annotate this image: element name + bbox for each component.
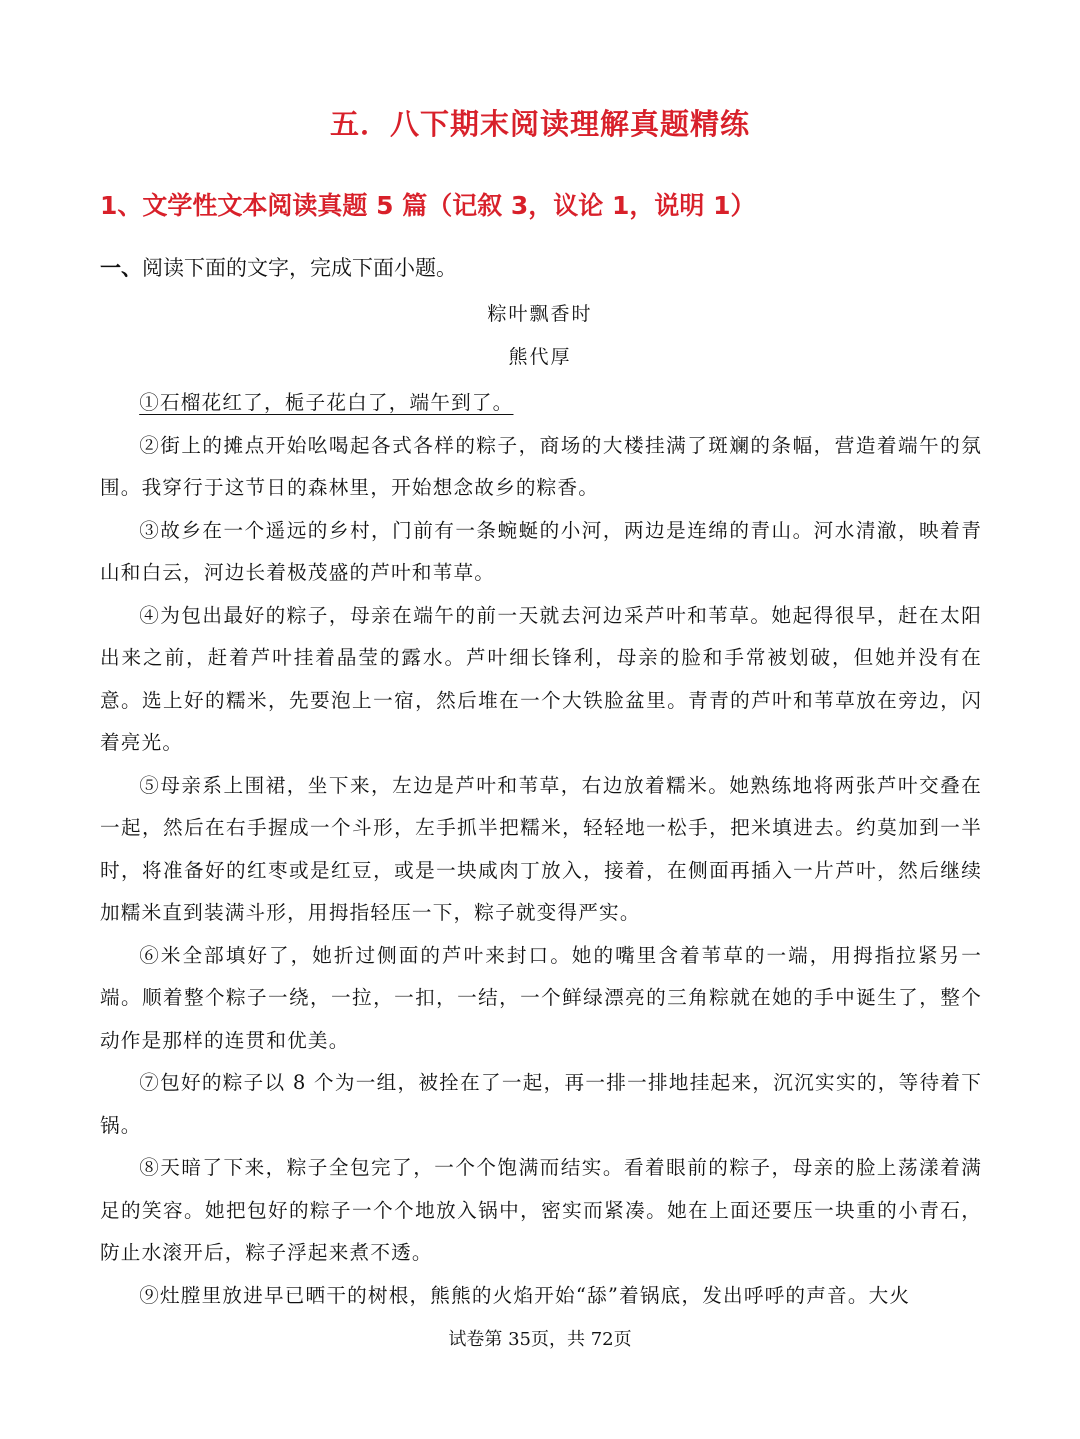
paragraph-3: ③故乡在一个遥远的乡村，门前有一条蜿蜒的小河，两边是连绵的青山。河水清澈，映着青山和白云，河边长着极茂盛的芦叶和苇草。 xyxy=(100,518,982,584)
paragraph-5: ⑤母亲系上围裙，坐下来，左边是芦叶和苇草，右边放着糯米。她熟练地将两张芦叶交叠在一起，然后在右手握成一个斗形，左手抓半把糯米，轻轻地一松手，把米填进去。约莫加到一半时，将准备好的红枣或是红豆，或是一块咸肉丁放入，接着，在侧面再插入一片芦叶，然后继续加糯米直到装满斗形，用拇指轻压一下，粽子就变得严实。 xyxy=(100,773,982,924)
article-body xyxy=(100,382,982,1317)
section-heading: 1、文学性文本阅读真题 5 篇（记叙 3，议论 1，说明 1） xyxy=(100,191,756,220)
paragraph-1-text: ①石榴花红了，栀子花白了，端午到了。 xyxy=(139,391,514,414)
page-footer: 试卷第 35页，共 72页 xyxy=(448,1329,632,1350)
question-heading xyxy=(100,252,457,282)
question-number: 一、 xyxy=(100,256,142,280)
page-title: 五．八下期末阅读理解真题精练 xyxy=(329,107,750,141)
paragraph-2: ②街上的摊点开始吆喝起各式各样的粽子，商场的大楼挂满了斑斓的条幅，营造着端午的氛围。我穿行于这节日的森林里，开始想念故乡的粽香。 xyxy=(100,433,982,499)
paragraph-1 xyxy=(100,382,982,425)
paragraph-8: ⑧天暗了下来，粽子全包完了，一个个饱满而结实。看着眼前的粽子，母亲的脸上荡漾着满足的笑容。她把包好的粽子一个个地放入锅中，密实而紧凑。她在上面还要压一块重的小青石，防止水滚开后，粽子浮起来煮不透。 xyxy=(100,1156,982,1264)
paragraph-7: ⑦包好的粽子以 8 个为一组，被拴在了一起，再一排一排地挂起来，沉沉实实的，等待着下锅。 xyxy=(100,1071,982,1137)
paragraph-6: ⑥米全部填好了，她折过侧面的芦叶来封口。她的嘴里含着苇草的一端，用拇指拉紧另一端。顺着整个粽子一绕，一拉，一扣，一结，一个鲜绿漂亮的三角粽就在她的手中诞生了，整个动作是那样的连贯和优美。 xyxy=(100,943,982,1052)
paragraph-4: ④为包出最好的粽子，母亲在端午的前一天就去河边采芦叶和苇草。她起得很早，赶在太阳出来之前，赶着芦叶挂着晶莹的露水。芦叶细长锋利，母亲的脸和手常被划破，但她并没有在意。选上好的糯米，先要泡上一宿，然后堆在一个大铁脸盆里。青青的芦叶和苇草放在旁边，闪着亮光。 xyxy=(100,603,982,754)
question-instruction: 阅读下面的文字，完成下面小题。 xyxy=(142,256,457,280)
paragraph-9: ⑨灶膛里放进早已晒干的树根，熊熊的火焰开始“舔”着锅底，发出呼呼的声音。大火 xyxy=(139,1283,911,1307)
article-title: 粽叶飘香时 xyxy=(487,303,593,325)
article-author: 熊代厚 xyxy=(508,346,572,368)
